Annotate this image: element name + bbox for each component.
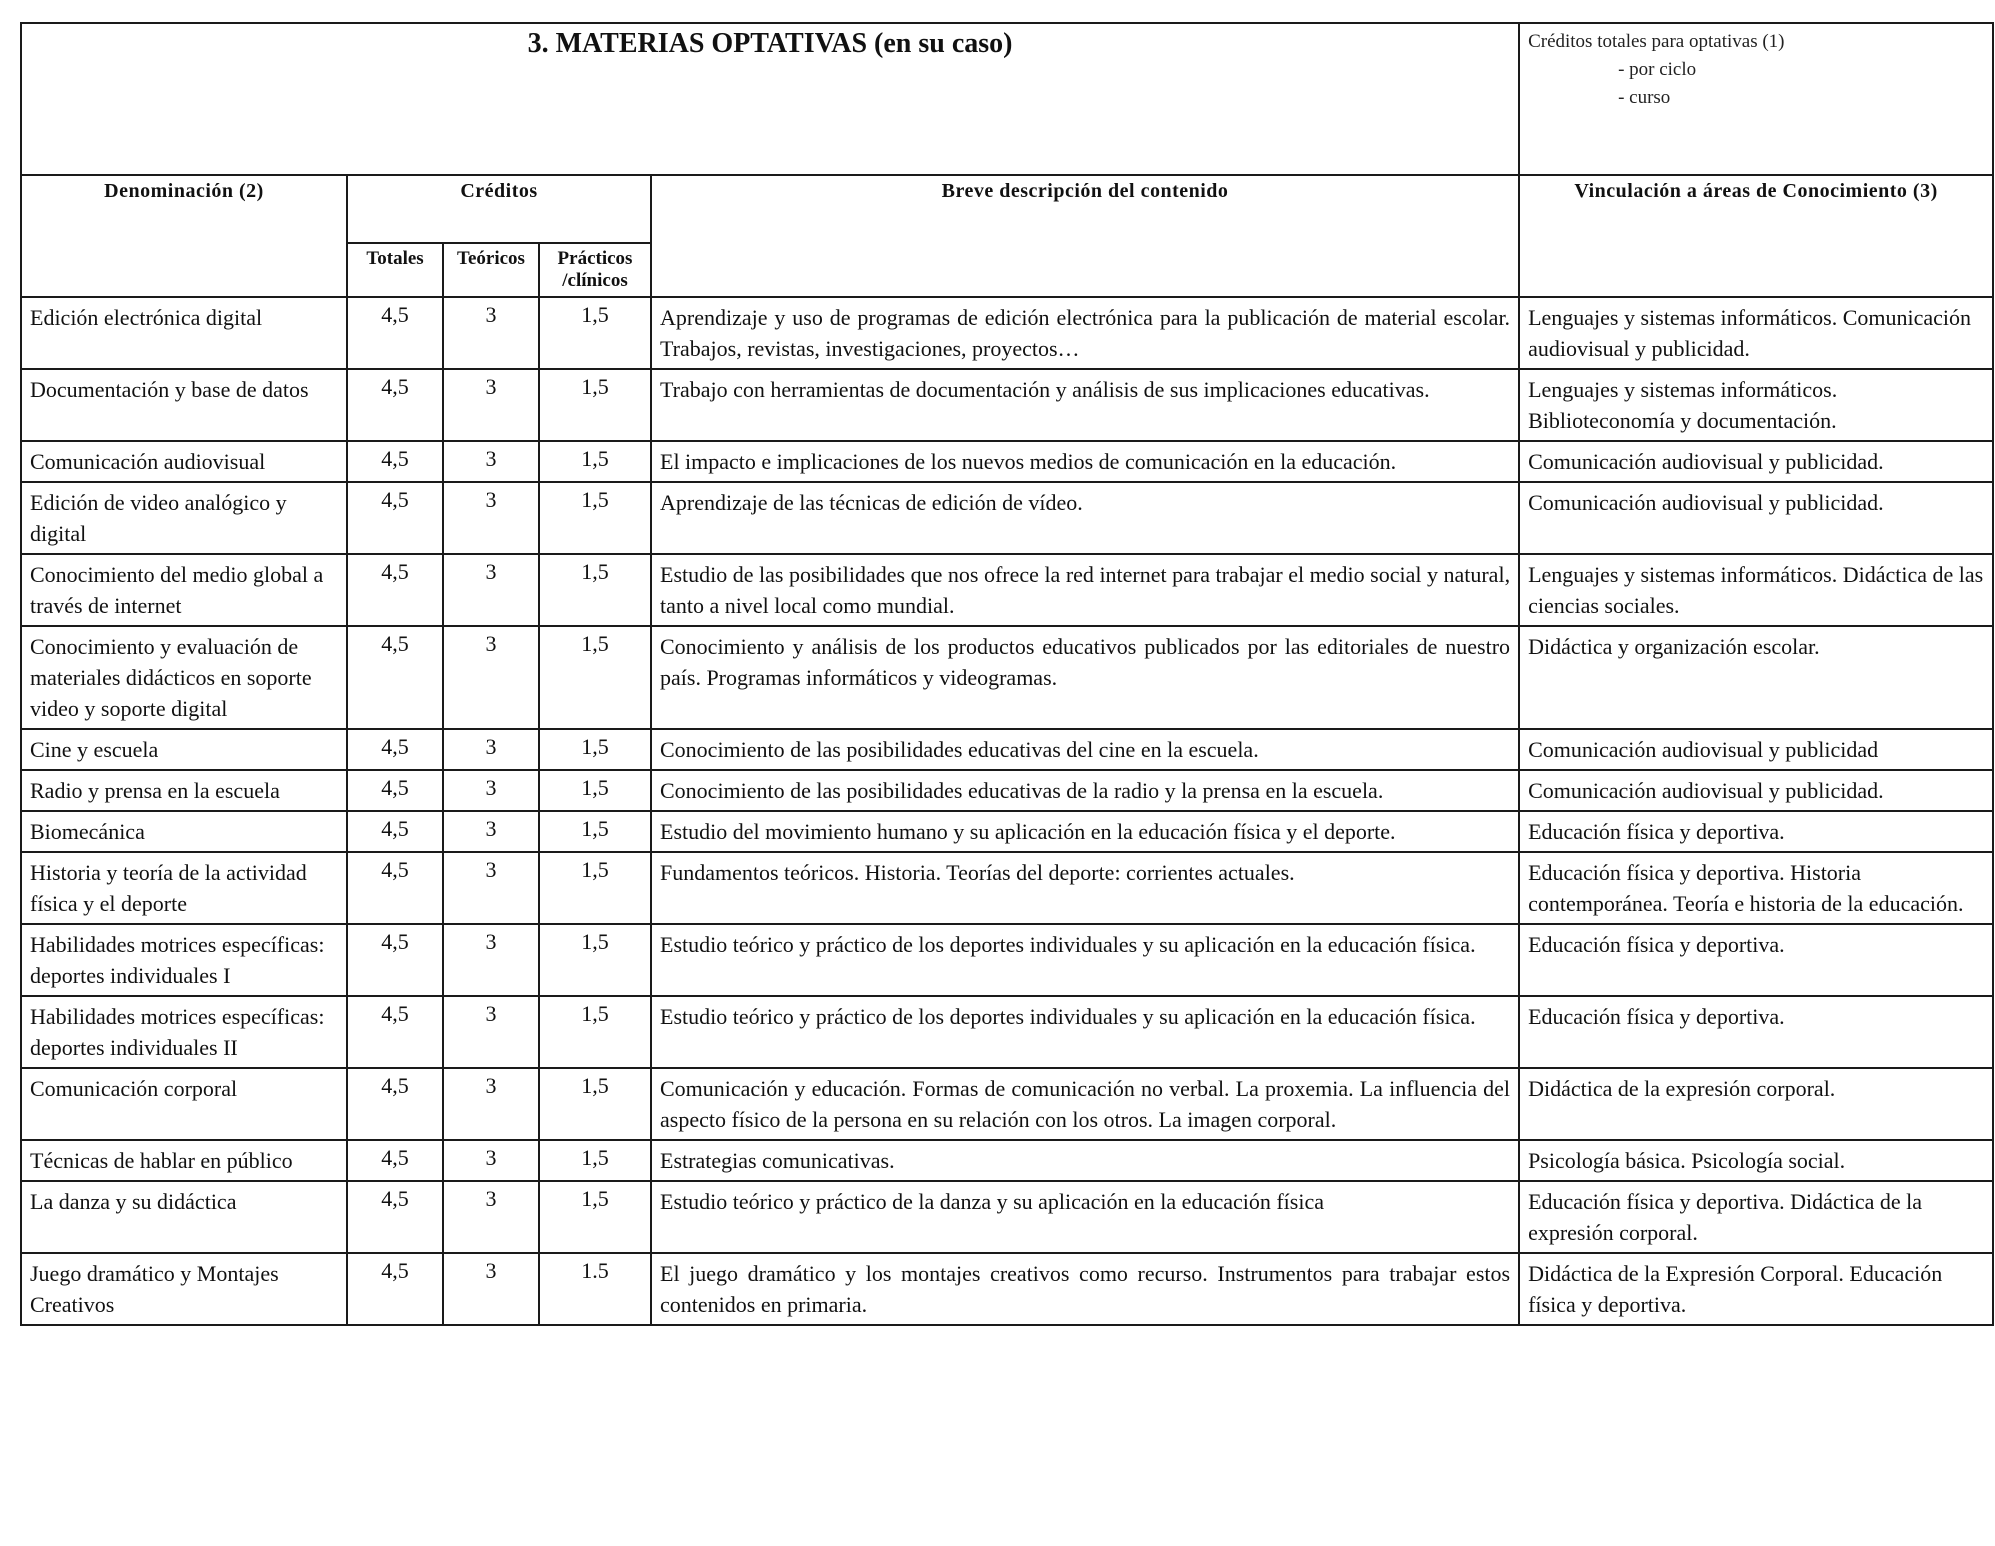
table-row	[21, 626, 1993, 729]
header-practicos: Prácticos /clínicos	[539, 243, 651, 297]
table-row	[21, 297, 1993, 369]
content-description: Estrategias comunicativas.	[651, 1140, 1519, 1181]
credits-total: 4,5	[347, 852, 443, 924]
credits-theory: 3	[443, 297, 539, 369]
table-row	[21, 554, 1993, 626]
subject-name: Radio y prensa en la escuela	[21, 770, 347, 811]
table-row	[21, 924, 1993, 996]
table-row	[21, 770, 1993, 811]
credits-total: 4,5	[347, 1253, 443, 1325]
knowledge-area: Comunicación audiovisual y publicidad.	[1519, 770, 1993, 811]
optional-subjects-table	[20, 22, 1994, 1326]
credits-note-line2: - por ciclo	[1618, 59, 1697, 80]
content-description: Conocimiento y análisis de los productos educativos publicados por las editoriales de nuestro país. Programas informáticos y videogramas.	[651, 626, 1519, 729]
content-description: Comunicación y educación. Formas de comunicación no verbal. La proxemia. La influencia del aspecto físico de la persona en su relación con los otros. La imagen corporal.	[651, 1068, 1519, 1140]
credits-total: 4,5	[347, 811, 443, 852]
knowledge-area: Comunicación audiovisual y publicidad.	[1519, 482, 1993, 554]
table-row	[21, 1253, 1993, 1325]
credits-practice: 1.5	[539, 1253, 651, 1325]
table-row	[21, 1181, 1993, 1253]
credits-total: 4,5	[347, 626, 443, 729]
header-row-1	[21, 175, 1993, 243]
credits-practice: 1,5	[539, 1181, 651, 1253]
header-denominacion: Denominación (2)	[21, 175, 347, 297]
credits-theory: 3	[443, 441, 539, 482]
table-row	[21, 811, 1993, 852]
credits-theory: 3	[443, 770, 539, 811]
credits-theory: 3	[443, 924, 539, 996]
subject-name: Técnicas de hablar en público	[21, 1140, 347, 1181]
credits-theory: 3	[443, 811, 539, 852]
credits-total: 4,5	[347, 441, 443, 482]
knowledge-area: Didáctica de la expresión corporal.	[1519, 1068, 1993, 1140]
credits-total: 4,5	[347, 1068, 443, 1140]
table-row	[21, 852, 1993, 924]
section-title: 3. MATERIAS OPTATIVAS (en su caso)	[21, 23, 1519, 175]
credits-practice: 1,5	[539, 369, 651, 441]
subject-name: Habilidades motrices específicas: deportes individuales I	[21, 924, 347, 996]
table-row	[21, 996, 1993, 1068]
table-row	[21, 1068, 1993, 1140]
content-description: Aprendizaje de las técnicas de edición de vídeo.	[651, 482, 1519, 554]
title-row	[21, 23, 1993, 175]
subject-name: Comunicación corporal	[21, 1068, 347, 1140]
knowledge-area: Comunicación audiovisual y publicidad.	[1519, 441, 1993, 482]
header-totales: Totales	[347, 243, 443, 297]
table-row	[21, 1140, 1993, 1181]
credits-total: 4,5	[347, 996, 443, 1068]
content-description: Estudio de las posibilidades que nos ofrece la red internet para trabajar el medio social y natural, tanto a nivel local como mundial.	[651, 554, 1519, 626]
subject-name: Documentación y base de datos	[21, 369, 347, 441]
header-creditos: Créditos	[347, 175, 651, 243]
credits-note-line1: Créditos totales para optativas (1)	[1528, 31, 1785, 52]
knowledge-area: Lenguajes y sistemas informáticos. Biblioteconomía y documentación.	[1519, 369, 1993, 441]
credits-total: 4,5	[347, 482, 443, 554]
subject-name: Cine y escuela	[21, 729, 347, 770]
content-description: Fundamentos teóricos. Historia. Teorías del deporte: corrientes actuales.	[651, 852, 1519, 924]
credits-practice: 1,5	[539, 482, 651, 554]
content-description: Estudio teórico y práctico de la danza y su aplicación en la educación física	[651, 1181, 1519, 1253]
knowledge-area: Educación física y deportiva. Didáctica de la expresión corporal.	[1519, 1181, 1993, 1253]
subject-name: Biomecánica	[21, 811, 347, 852]
credits-theory: 3	[443, 554, 539, 626]
table-row	[21, 369, 1993, 441]
header-teoricos: Teóricos	[443, 243, 539, 297]
credits-total: 4,5	[347, 770, 443, 811]
credits-total: 4,5	[347, 729, 443, 770]
credits-total: 4,5	[347, 297, 443, 369]
credits-theory: 3	[443, 852, 539, 924]
knowledge-area: Comunicación audiovisual y publicidad	[1519, 729, 1993, 770]
header-vinculacion: Vinculación a áreas de Conocimiento (3)	[1519, 175, 1993, 297]
credits-practice: 1,5	[539, 297, 651, 369]
credits-theory: 3	[443, 626, 539, 729]
content-description: Aprendizaje y uso de programas de edición electrónica para la publicación de material escolar. Trabajos, revistas, investigaciones, proyectos…	[651, 297, 1519, 369]
subject-name: Edición electrónica digital	[21, 297, 347, 369]
subject-name: Habilidades motrices específicas: deportes individuales II	[21, 996, 347, 1068]
knowledge-area: Lenguajes y sistemas informáticos. Didáctica de las ciencias sociales.	[1519, 554, 1993, 626]
content-description: El impacto e implicaciones de los nuevos medios de comunicación en la educación.	[651, 441, 1519, 482]
subject-name: Juego dramático y Montajes Creativos	[21, 1253, 347, 1325]
knowledge-area: Educación física y deportiva.	[1519, 996, 1993, 1068]
credits-practice: 1,5	[539, 554, 651, 626]
header-descripcion: Breve descripción del contenido	[651, 175, 1519, 297]
table-row	[21, 729, 1993, 770]
credits-total: 4,5	[347, 369, 443, 441]
credits-theory: 3	[443, 1181, 539, 1253]
content-description: Estudio del movimiento humano y su aplicación en la educación física y el deporte.	[651, 811, 1519, 852]
credits-practice: 1,5	[539, 811, 651, 852]
table-row	[21, 441, 1993, 482]
credits-theory: 3	[443, 1253, 539, 1325]
credits-theory: 3	[443, 996, 539, 1068]
content-description: Conocimiento de las posibilidades educativas de la radio y la prensa en la escuela.	[651, 770, 1519, 811]
credits-note	[1519, 23, 1993, 175]
credits-theory: 3	[443, 1068, 539, 1140]
credits-total: 4,5	[347, 924, 443, 996]
knowledge-area: Educación física y deportiva. Historia contemporánea. Teoría e historia de la educación.	[1519, 852, 1993, 924]
credits-theory: 3	[443, 482, 539, 554]
subject-name: Historia y teoría de la actividad física y el deporte	[21, 852, 347, 924]
credits-practice: 1,5	[539, 924, 651, 996]
credits-theory: 3	[443, 369, 539, 441]
credits-practice: 1,5	[539, 626, 651, 729]
credits-theory: 3	[443, 729, 539, 770]
table-row	[21, 482, 1993, 554]
credits-practice: 1,5	[539, 770, 651, 811]
credits-theory: 3	[443, 1140, 539, 1181]
credits-note-line3: - curso	[1618, 87, 1671, 108]
credits-total: 4,5	[347, 1181, 443, 1253]
credits-practice: 1,5	[539, 852, 651, 924]
subject-name: Edición de video analógico y digital	[21, 482, 347, 554]
subject-name: Conocimiento y evaluación de materiales didácticos en soporte video y soporte digital	[21, 626, 347, 729]
credits-practice: 1,5	[539, 1068, 651, 1140]
credits-total: 4,5	[347, 554, 443, 626]
knowledge-area: Psicología básica. Psicología social.	[1519, 1140, 1993, 1181]
content-description: El juego dramático y los montajes creativos como recurso. Instrumentos para trabajar estos contenidos en primaria.	[651, 1253, 1519, 1325]
knowledge-area: Educación física y deportiva.	[1519, 811, 1993, 852]
content-description: Estudio teórico y práctico de los deportes individuales y su aplicación en la educación física.	[651, 996, 1519, 1068]
document-page	[20, 22, 1992, 1544]
subject-name: Comunicación audiovisual	[21, 441, 347, 482]
knowledge-area: Lenguajes y sistemas informáticos. Comunicación audiovisual y publicidad.	[1519, 297, 1993, 369]
knowledge-area: Didáctica de la Expresión Corporal. Educación física y deportiva.	[1519, 1253, 1993, 1325]
content-description: Estudio teórico y práctico de los deportes individuales y su aplicación en la educación física.	[651, 924, 1519, 996]
credits-practice: 1,5	[539, 996, 651, 1068]
knowledge-area: Educación física y deportiva.	[1519, 924, 1993, 996]
content-description: Trabajo con herramientas de documentación y análisis de sus implicaciones educativas.	[651, 369, 1519, 441]
credits-practice: 1,5	[539, 1140, 651, 1181]
knowledge-area: Didáctica y organización escolar.	[1519, 626, 1993, 729]
credits-practice: 1,5	[539, 729, 651, 770]
subject-name: Conocimiento del medio global a través de internet	[21, 554, 347, 626]
credits-practice: 1,5	[539, 441, 651, 482]
subject-name: La danza y su didáctica	[21, 1181, 347, 1253]
credits-total: 4,5	[347, 1140, 443, 1181]
content-description: Conocimiento de las posibilidades educativas del cine en la escuela.	[651, 729, 1519, 770]
